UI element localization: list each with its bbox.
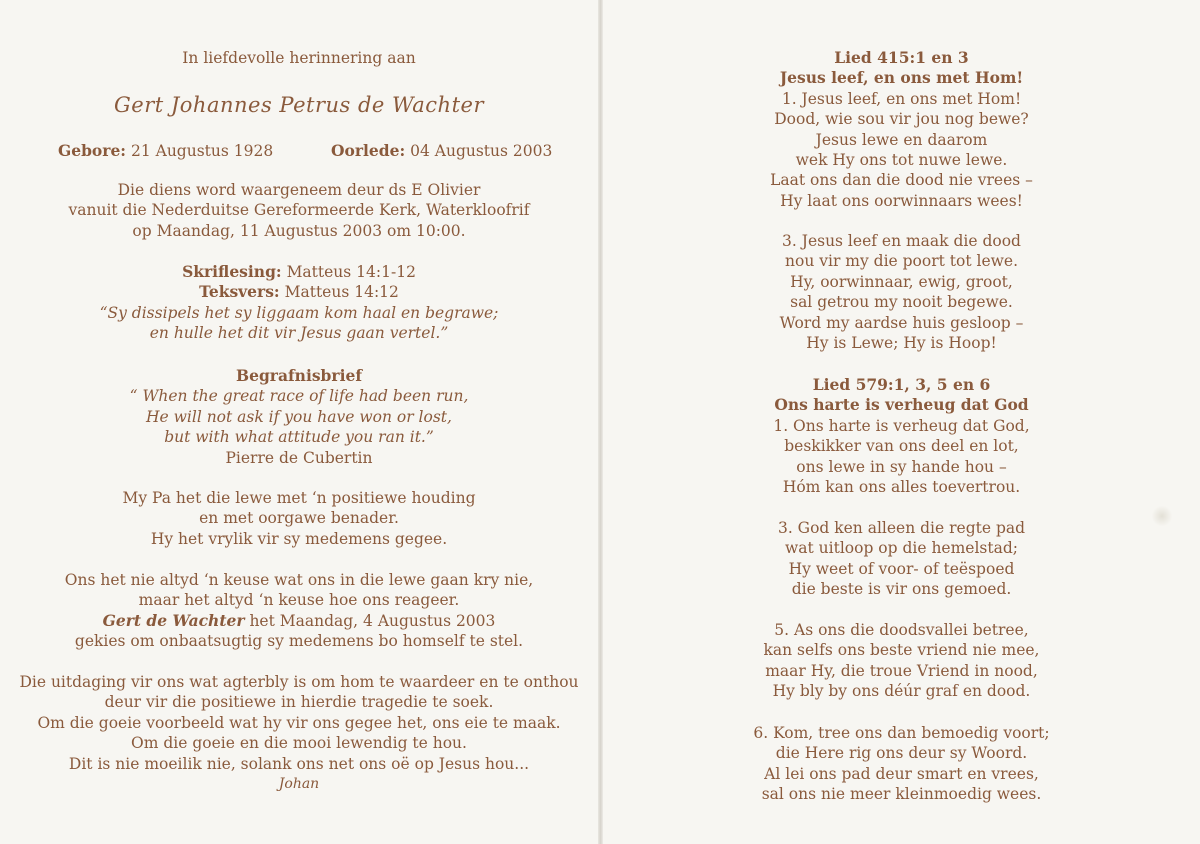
right-page [603,0,1200,844]
left-page [0,0,598,844]
hymn-2-verse-5: 5. As ons die doodsvallei betree, kan selfs ons beste vriend nie mee, maar Hy, die troue Vriend in nood, Hy bly by ons déúr graf en dood. [763,621,1040,701]
hymn-1: Lied 415:1 en 3 Jesus leef, en ons met Hom! 1. Jesus leef, en ons met Hom! Dood, wie sou vir jou nog bewe? Jesus lewe en daarom wek Hy ons tot nuwe lewe. Laat ons dan die dood nie vrees – Hy laat ons oorwinnaars wees! [603,48,1200,211]
intro-line: In liefdevolle herinnering aan [182,49,416,67]
letter-heading: Begrafnisbrief [236,366,362,385]
hymn-2: Lied 579:1, 3, 5 en 6 Ons harte is verheug dat God 1. Ons harte is verheug dat God, beskikker van ons deel en lot, ons lewe in sy hande hou – Hóm kan ons alles toevertrou. [603,375,1200,497]
signature: Johan [278,776,320,793]
birth-date: Gebore: 21 Augustus 1928 [58,141,274,160]
deceased-name: Gert Johannes Petrus de Wachter [114,93,484,117]
service-details: Die diens word waargeneem deur ds E Olivier vanuit die Nederduitse Gereformeerde Kerk, Waterkloofrif op Maandag, 11 Augustus 2003 om 10:00. [68,181,530,240]
hymn-2-title: Ons harte is verheug dat God [774,395,1029,415]
paragraph-3: Die uitdaging vir ons wat agterbly is om hom te waardeer en te onthou deur vir die positiewe in hierdie tragedie te soek. Om die goeie voorbeeld wat hy vir ons gegee het, ons eie te maak. Om die goeie en die mooi lewendig te hou. Dit is nie moeilik nie, solank ons net ons oë op Jesus hou... Johan [0,672,598,794]
scripture-section: Skriflesing: Matteus 14:1-12 Teksvers: Matteus 14:12 “Sy dissipels het sy liggaam kom haal en begrawe; en hulle het dit vir Jesus gaan vertel.” [0,262,598,344]
hymn-2-verse-6: 6. Kom, tree ons dan bemoedig voort; die Here rig ons deur sy Woord. Al lei ons pad deur smart en vrees, sal ons nie meer kleinmoedig wees. [753,724,1050,804]
hymn-1-title: Jesus leef, en ons met Hom! [779,68,1024,88]
quote-author: Pierre de Cubertin [225,448,373,467]
paragraph-2: Ons het nie altyd ‘n keuse wat ons in die lewe gaan kry nie, maar het altyd ‘n keuse hoe ons reageer. Gert de Wachter het Maandag, 4 Augustus 2003 gekies om onbaatsugtig sy medemens bo homself te stel. [64,571,534,651]
name-highlight: Gert de Wachter [102,610,245,630]
hymn-2-verse-3: 3. God ken alleen die regte pad wat uitloop op die hemelstad; Hy weet of voor- of teëspoed die beste is vir ons gemoed. [777,519,1026,599]
hymn-1-number: Lied 415:1 en 3 [834,48,969,67]
scripture-reading: Skriflesing: Matteus 14:1-12 [182,262,416,281]
text-verse: Teksvers: Matteus 14:12 [199,282,399,302]
death-date: Oorlede: 04 Augustus 2003 [331,141,553,160]
paragraph-1: My Pa het die lewe met ‘n positiewe houding en met oorgawe benader. Hy het vrylik vir sy medemens gegee. [122,489,476,548]
hymn-2-number: Lied 579:1, 3, 5 en 6 [812,375,991,394]
hymn-1-verse-3: 3. Jesus leef en maak die dood nou vir my die poort tot lewe. Hy, oorwinnaar, ewig, groot, sal getrou my nooit begewe. Word my aardse huis gesloop – Hy is Lewe; Hy is Hoop! [779,232,1024,353]
funeral-letter: Begrafnisbrief “ When the great race of life had been run, He will not ask if you have won or lost, but with what attitude you ran it.” Pierre de Cubertin [0,366,598,468]
